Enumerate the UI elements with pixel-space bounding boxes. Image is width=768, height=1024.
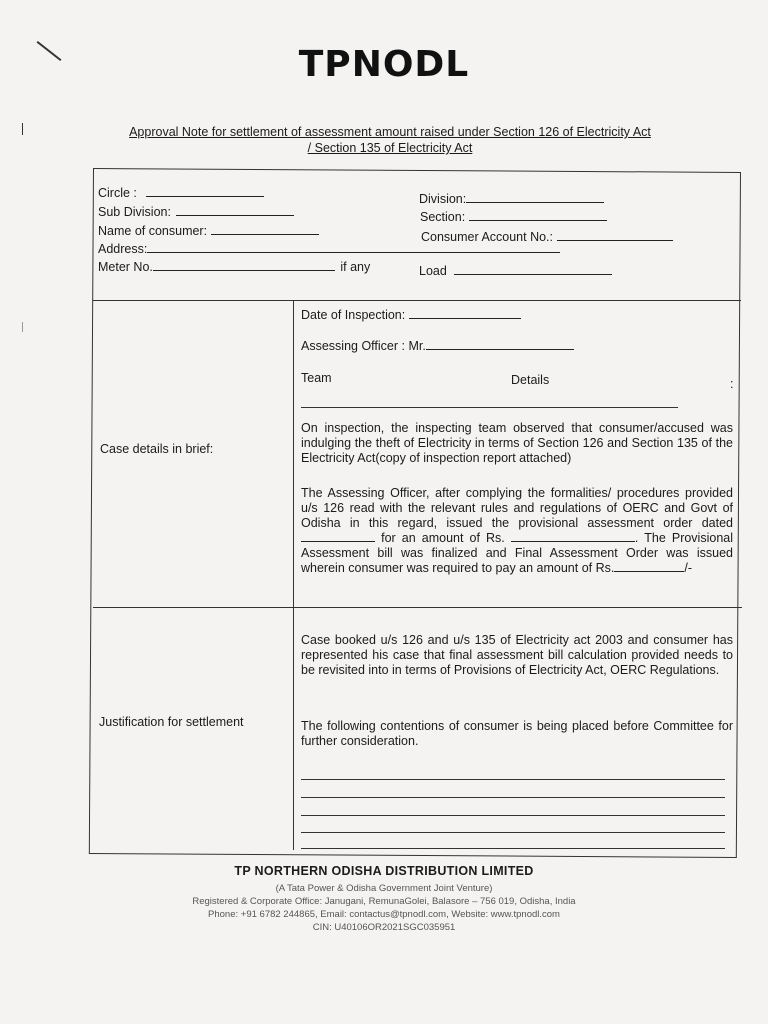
consumer-name-label: Name of consumer: [98, 224, 208, 238]
footer-office: Registered & Corporate Office: Janugani, RemunaGolei, Balasore – 756 019, Odisha, India [192, 896, 576, 907]
assessing-officer-label: Assessing Officer : Mr. [301, 339, 426, 353]
date-of-inspection-label: Date of Inspection: [301, 308, 406, 322]
division-label: Division: [419, 192, 467, 206]
load-label: Load [419, 264, 447, 278]
contention-line-3[interactable] [301, 815, 725, 816]
assessment-text-b: The Provisional Assessment bill was finalized and Final Assessment Order was issued wherein consumer was required to pay an amount of [301, 531, 733, 575]
address-blank [147, 242, 560, 253]
division-field[interactable] [419, 192, 604, 206]
division-blank [466, 192, 604, 203]
footer-venture: (A Tata Power & Odisha Government Joint Venture) [275, 883, 493, 894]
section-field[interactable] [420, 210, 607, 224]
inspection-paragraph: On inspection, the inspecting team observed that consumer/accused was indulging the theft of Electricity in terms of Section 126 and Section 135 of the Electricity Act(copy of inspection report attached) [301, 421, 733, 465]
rs-suffix: /- [684, 561, 693, 575]
section-blank [469, 210, 607, 221]
provisional-amount-blank[interactable] [511, 531, 635, 542]
rs-label: Rs. [595, 561, 615, 575]
page-title [100, 124, 680, 156]
sub-division-blank [176, 205, 294, 216]
meter-no-field[interactable] [98, 260, 370, 274]
team-details-line [301, 407, 678, 408]
if-any-label: if any [340, 260, 371, 274]
consumer-name-field[interactable] [98, 224, 319, 238]
assessing-officer-blank [426, 339, 574, 350]
consumer-account-blank [557, 230, 673, 241]
assessing-officer-field[interactable] [301, 339, 574, 353]
circle-field[interactable] [98, 186, 264, 200]
order-date-blank[interactable] [301, 531, 375, 542]
load-blank [454, 264, 612, 275]
scan-mark [22, 123, 23, 135]
order-dated-label: order dated [663, 516, 733, 530]
assessment-paragraph [301, 486, 733, 576]
contentions-paragraph: The following contentions of consumer is being placed before Committee for further consideration. [301, 719, 733, 748]
company-logo: TPNODL [298, 44, 470, 85]
table-divider [93, 607, 742, 608]
sub-division-label: Sub Division: [98, 205, 171, 219]
title-line-2: / Section 135 of Electricity Act [307, 141, 473, 155]
scan-mark [22, 322, 23, 332]
circle-label: Circle : [98, 186, 137, 200]
date-of-inspection-field[interactable] [301, 308, 521, 322]
circle-blank [146, 186, 264, 197]
case-details-label: Case details in brief: [100, 442, 214, 456]
team-label: Team [301, 371, 332, 385]
consumer-name-blank [211, 224, 319, 235]
final-amount-blank[interactable] [614, 561, 684, 572]
title-line-1: Approval Note for settlement of assessment amount raised under Section 126 of Electricity Act [129, 125, 651, 139]
contention-line-1[interactable] [301, 779, 725, 780]
date-of-inspection-blank [409, 308, 521, 319]
contention-line-2[interactable] [301, 797, 725, 798]
meter-no-label: Meter No. [98, 260, 153, 274]
amount-label: for an amount of Rs. [381, 531, 505, 545]
footer-contact: Phone: +91 6782 244865, Email: contactus@tpnodl.com, Website: www.tpnodl.com [208, 909, 560, 920]
meter-no-blank [153, 260, 335, 271]
assessment-text-a: The Assessing Officer, after complying the formalities/ procedures provided u/s 126 read with the relevant rules and regulations of OERC and Govt of Odisha in this regard, issued the provisional assessment [301, 486, 733, 530]
amount-period: . [634, 531, 639, 545]
footer-company-name: TP NORTHERN ODISHA DISTRIBUTION LIMITED [234, 864, 534, 878]
details-colon: : [730, 377, 734, 391]
details-label: Details [511, 373, 550, 387]
contention-line-5[interactable] [301, 848, 725, 849]
contention-line-4[interactable] [301, 832, 725, 833]
table-divider [93, 300, 741, 301]
table-column-divider [293, 300, 294, 850]
address-label: Address: [98, 242, 148, 256]
section-label: Section: [420, 210, 466, 224]
load-field[interactable] [419, 264, 612, 278]
sub-division-field[interactable] [98, 205, 294, 219]
justification-label: Justification for settlement [99, 715, 244, 729]
consumer-account-label: Consumer Account No.: [421, 230, 554, 244]
footer-cin: CIN: U40106OR2021SGC035951 [312, 922, 456, 933]
address-field[interactable] [98, 242, 560, 256]
justification-paragraph: Case booked u/s 126 and u/s 135 of Electricity act 2003 and consumer has represented his case that final assessment bill calculation provided needs to be revisited into in terms of Provisions of Electricity Act, OERC Regulations. [301, 633, 733, 677]
